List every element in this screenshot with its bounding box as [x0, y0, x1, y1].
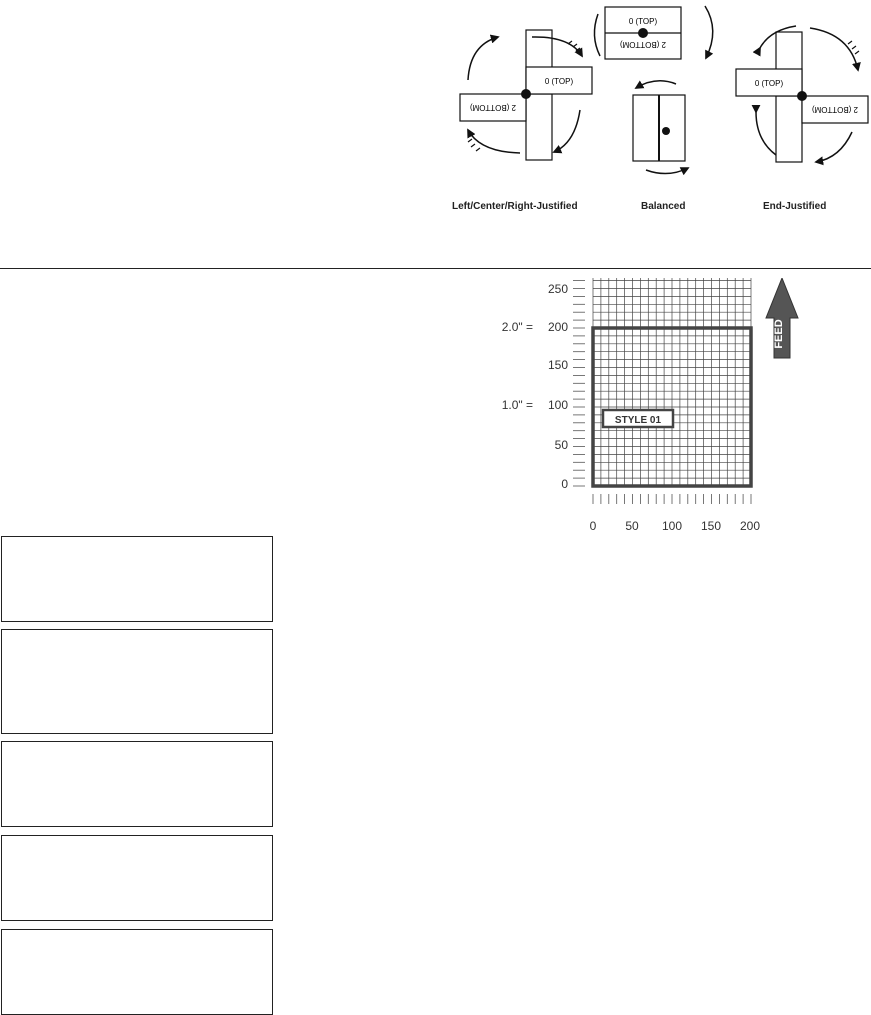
blank-box-2 — [1, 629, 273, 734]
blank-box-1 — [1, 536, 273, 622]
x-tick-label: 0 — [589, 519, 597, 533]
y-inch-label: 1.0" = — [501, 398, 533, 412]
balanced-rotation-diagram-upper — [594, 6, 712, 59]
label-top-text: 0 (TOP) — [544, 77, 574, 86]
label-bottom-text: 2 (BOTTOM) — [469, 103, 517, 112]
balanced-bottom-text: 2 (BOTTOM) — [619, 40, 667, 49]
feed-label: FEED — [773, 319, 785, 349]
y-inch-label: 2.0" = — [501, 320, 533, 334]
y-tick-label: 150 — [547, 358, 568, 372]
label-grid-diagram — [480, 278, 810, 538]
justified-rotation-diagram — [460, 30, 592, 160]
feed-arrow — [766, 278, 798, 358]
x-tick-label: 200 — [739, 519, 761, 533]
y-axis — [502, 281, 585, 491]
section-divider — [0, 268, 871, 269]
x-tick-label: 100 — [661, 519, 683, 533]
end-top-text: 0 (TOP) — [754, 79, 784, 88]
x-tick-label: 50 — [625, 519, 639, 533]
grid-lines — [593, 278, 751, 486]
blank-box-4 — [1, 835, 273, 921]
y-tick-label: 100 — [547, 398, 568, 412]
blank-box-5 — [1, 929, 273, 1015]
end-justified-rotation-diagram — [736, 26, 868, 162]
caption-justified: Left/Center/Right-Justified — [452, 201, 578, 212]
sample-label-text: STYLE 01 — [614, 415, 662, 426]
caption-end-justified: End-Justified — [763, 201, 827, 212]
y-tick-label: 200 — [547, 320, 568, 334]
end-bottom-text: 2 (BOTTOM) — [811, 105, 859, 114]
blank-box-3 — [1, 741, 273, 827]
caption-balanced: Balanced — [641, 201, 686, 212]
rotation-diagrams — [440, 0, 871, 200]
balanced-rotation-diagram-lower — [633, 81, 688, 174]
y-tick-label: 0 — [561, 477, 568, 491]
pivot-dot — [521, 89, 531, 99]
x-tick-label: 150 — [700, 519, 722, 533]
y-tick-label: 250 — [547, 282, 568, 296]
balanced-top-text: 0 (TOP) — [628, 17, 658, 26]
y-tick-label: 50 — [554, 438, 568, 452]
